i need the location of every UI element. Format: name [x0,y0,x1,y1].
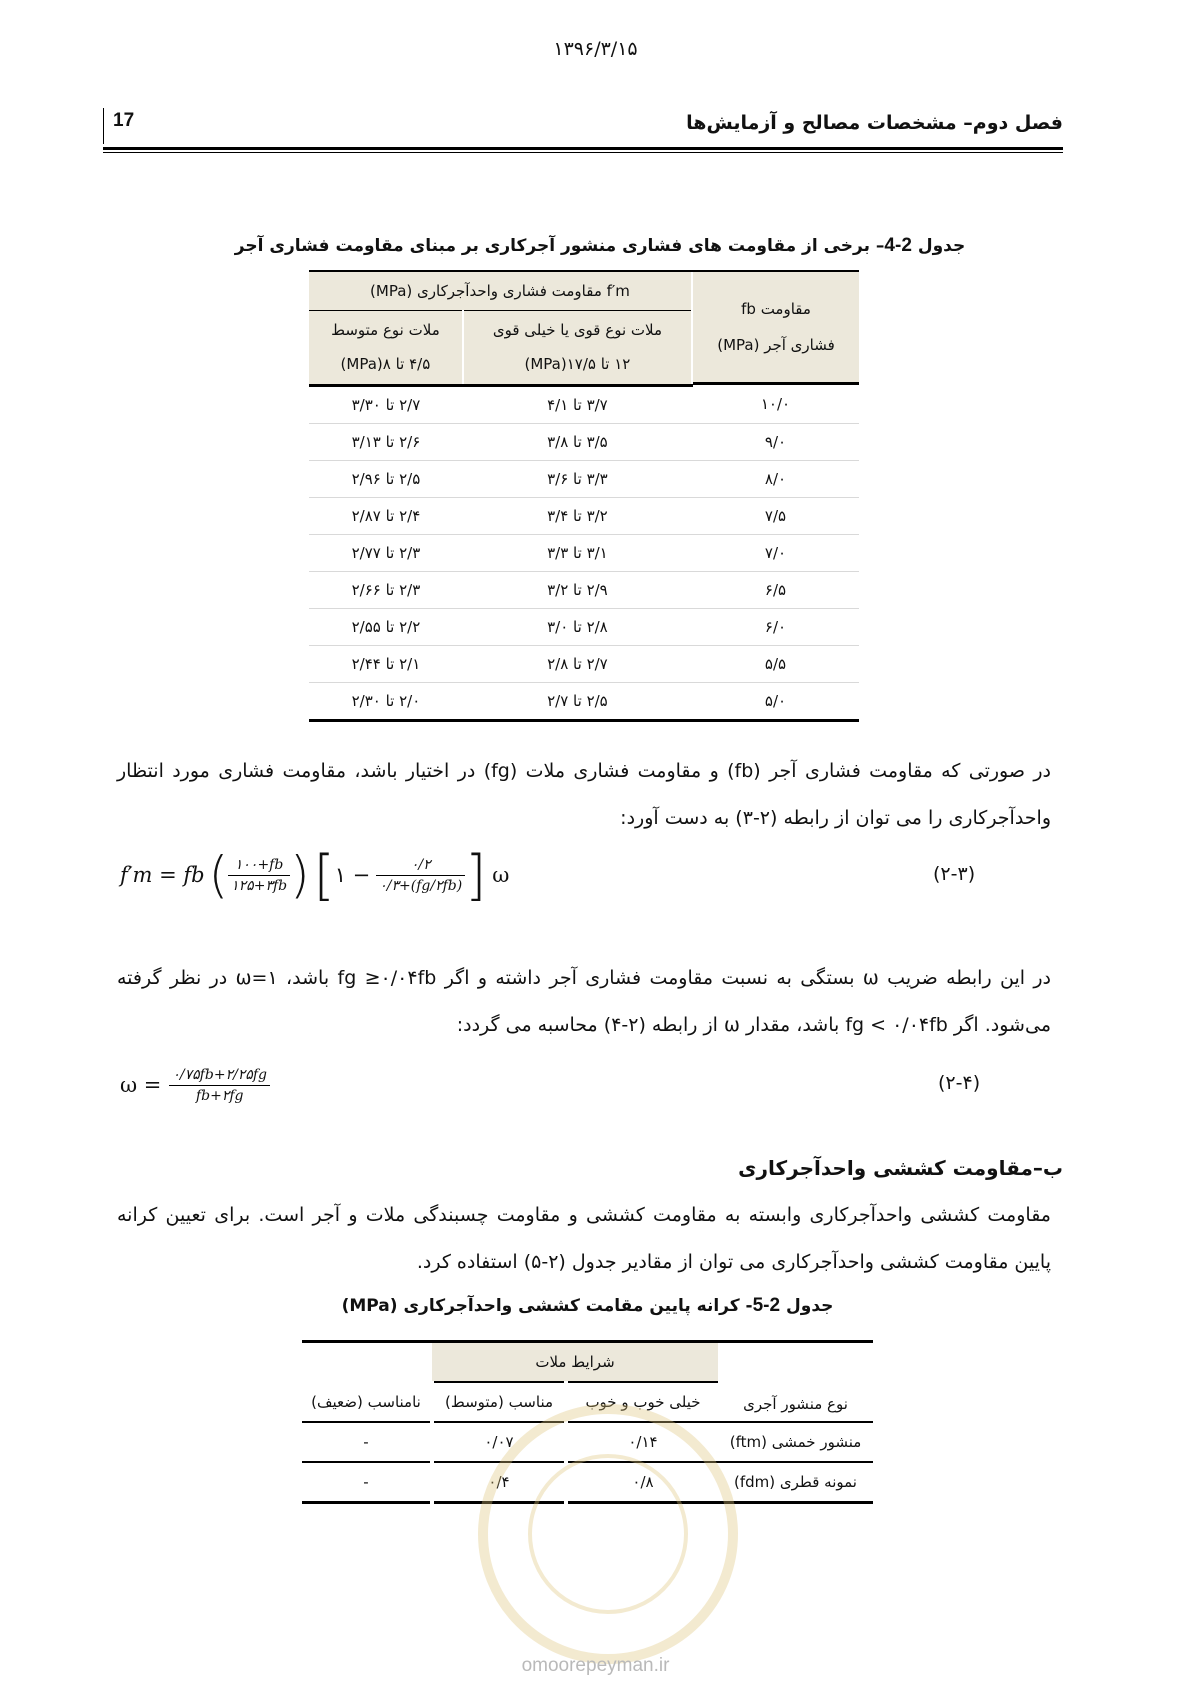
table2-caption-prefix: جدول [786,1296,834,1316]
cell-medium: ۲/۲ تا ۲/۵۵ [309,608,463,645]
paragraph-tensile [117,1192,1051,1286]
eq2-den: fb+۲fg [195,1087,244,1104]
table2-caption-text: - کرانه پایین مقامت کششی واحدآجرکاری (MPa) [341,1296,753,1316]
eq1-fraction2 [376,857,465,894]
eq1-fraction1 [228,857,290,894]
table-row [309,571,859,608]
paragraph-tensile-line1: مقاومت کششی واحدآجرکاری وابسته به مقاومت کششی و مقاومت چسبندگی ملات و آجر است. برای تعیین کرانه [117,1204,1051,1226]
table-row [309,460,859,497]
header-strong-line1: ملات نوع قوی یا خیلی قوی [492,321,662,340]
cell-medium: ۲/۷ تا ۳/۳۰ [309,385,463,423]
page-number: 17 [113,110,135,131]
header-strong-mortar [463,311,692,385]
table-row [309,645,859,682]
cell-strong: ۲/۵ تا ۲/۷ [463,682,692,720]
paragraph-intro-line2: واحدآجرکاری را می توان از رابطه (۲-۳) به دست آورد: [620,807,1051,829]
eq1-bracket-close: ] [465,843,487,907]
cell-fb: ۶/۵ [692,571,859,608]
table-row [309,534,859,571]
cell-type: نمونه قطری (fdm) [718,1462,873,1503]
paragraph-intro [117,748,1051,842]
eq1-paren-open: ( [208,846,229,904]
table1-caption-text: – برخی از مقاومت های فشاری منشور آجرکاری بر مبنای مقاومت فشاری آجر [234,236,885,256]
header-fm-group: f′m مقاومت فشاری واحدآجرکاری (MPa) [309,271,692,311]
header-medium-line2: ۴/۵ تا ۸(MPa) [340,355,431,374]
header-medium-mortar [309,311,463,385]
cell-moderate: ۰/۴ [432,1462,566,1503]
eq2-num: ۰/۷۵fb+۲/۲۵fg [169,1067,270,1086]
eq1-paren-close: ) [290,846,310,904]
header-fb-line1: مقاومت fb [741,300,811,318]
table2-caption [302,1295,873,1317]
table1-caption-number: 2-4 [884,235,912,256]
cell-medium: ۲/۱ تا ۲/۴۴ [309,645,463,682]
cell-fb: ۱۰/۰ [692,385,859,423]
cell-fb: ۷/۰ [692,534,859,571]
cell-very-good: ۰/۱۴ [566,1422,718,1462]
header-mortar-conditions: شرایط ملات [432,1342,718,1383]
paragraph-tensile-line2: پایین مقاومت کششی واحدآجرکاری می توان از مقادیر جدول (۲-۵) استفاده کرد. [416,1251,1051,1273]
watermark-url: omoorepeyman.ir [521,1655,670,1676]
cell-medium: ۲/۳ تا ۲/۶۶ [309,571,463,608]
brick-prism-strength-table [309,270,859,722]
eq1-den1: ۱۲۵+۳fb [231,877,288,894]
header-rule-thin [103,152,1063,153]
cell-medium: ۲/۵ تا ۲/۹۶ [309,460,463,497]
table1-caption [180,235,1020,257]
cell-strong: ۳/۷ تا ۴/۱ [463,385,692,423]
eq1-num1: ۱۰۰+fb [228,857,290,876]
header-moderate: مناسب (متوسط) [432,1382,566,1422]
cell-medium: ۲/۳ تا ۲/۷۷ [309,534,463,571]
cell-poor: - [302,1422,432,1462]
cell-strong: ۳/۵ تا ۳/۸ [463,423,692,460]
cell-medium: ۲/۰ تا ۲/۳۰ [309,682,463,720]
paragraph-intro-line1: در صورتی که مقاومت فشاری آجر (fb) و مقاومت فشاری ملات (fg) در اختیار باشد، مقاومت فشاری مورد انتظار [117,760,1051,782]
cell-strong: ۳/۱ تا ۳/۳ [463,534,692,571]
chapter-title: فصل دوم– مشخصات مصالح و آزمایش‌ها [686,112,1063,134]
header-strong-line2: ۱۲ تا ۱۷/۵(MPa) [524,355,631,374]
cell-fb: ۵/۵ [692,645,859,682]
table-row [309,385,859,423]
header-prism-type: نوع منشور آجری [718,1342,873,1423]
cell-strong: ۳/۲ تا ۳/۴ [463,497,692,534]
eq1-den2: ۰/۳+(fg/۲fb) [379,877,463,894]
header-medium-line1: ملات نوع متوسط [331,321,440,340]
eq1-num2: ۰/۲ [376,857,465,876]
cell-medium: ۲/۴ تا ۲/۸۷ [309,497,463,534]
eq2-lhs: ω = [120,1073,162,1097]
cell-medium: ۲/۶ تا ۳/۱۳ [309,423,463,460]
cell-fb: ۷/۵ [692,497,859,534]
header-fb-line2: فشاری آجر (MPa) [717,336,835,354]
eq2-number: (۲-۴) [938,1072,981,1094]
document-date: ۱۳۹۶/۳/۱۵ [553,38,638,60]
table2-caption-number: 2-5 [752,1295,781,1316]
cell-strong: ۲/۸ تا ۳/۰ [463,608,692,645]
cell-fb: ۶/۰ [692,608,859,645]
eq1-omega: ω [492,863,510,887]
header-poor: نامناسب (ضعیف) [302,1382,432,1422]
header-rule-thick [103,147,1063,150]
cell-moderate: ۰/۰۷ [432,1422,566,1462]
header-vertical-rule [103,108,104,144]
cell-fb: ۵/۰ [692,682,859,720]
cell-strong: ۳/۳ تا ۳/۶ [463,460,692,497]
eq1-one: ۱ − [334,863,371,887]
header-very-good: خیلی خوب و خوب [566,1382,718,1422]
cell-type: منشور خمشی (ftm) [718,1422,873,1462]
paragraph-omega-line1: در این رابطه ضریب ω بستگی به نسبت مقاومت فشاری آجر داشته و اگر fg ≥۰/۰۴fb باشد، ω=۱ در نظر گرفته [117,967,1052,989]
table-row [309,682,859,720]
equation-fm [120,840,509,910]
header-blank [302,1342,432,1383]
cell-strong: ۲/۷ تا ۲/۸ [463,645,692,682]
paragraph-omega-line2: می‌شود. اگر fg < ۰/۰۴fb باشد، مقدار ω از رابطه (۲-۴) محاسبه می گردد: [456,1014,1051,1036]
cell-fb: ۸/۰ [692,460,859,497]
cell-strong: ۲/۹ تا ۳/۲ [463,571,692,608]
paragraph-omega [117,955,1051,1049]
eq2-fraction [169,1067,270,1104]
watermark-stamp-inner-icon [528,1454,688,1614]
cell-poor: - [302,1462,432,1503]
equation-omega [120,1055,270,1115]
table-row [309,497,859,534]
table1-caption-prefix: جدول [917,236,966,256]
header-fb [692,271,859,385]
cell-very-good: ۰/۸ [566,1462,718,1503]
eq1-lhs: f′m = fb [120,863,205,887]
table-row [309,608,859,645]
cell-fb: ۹/۰ [692,423,859,460]
eq1-number: (۲-۳) [933,863,976,885]
section-title-tensile: ب–مقاومت کششی واحدآجرکاری [738,1156,1063,1180]
eq1-bracket-open: [ [313,843,335,907]
table-row [309,423,859,460]
